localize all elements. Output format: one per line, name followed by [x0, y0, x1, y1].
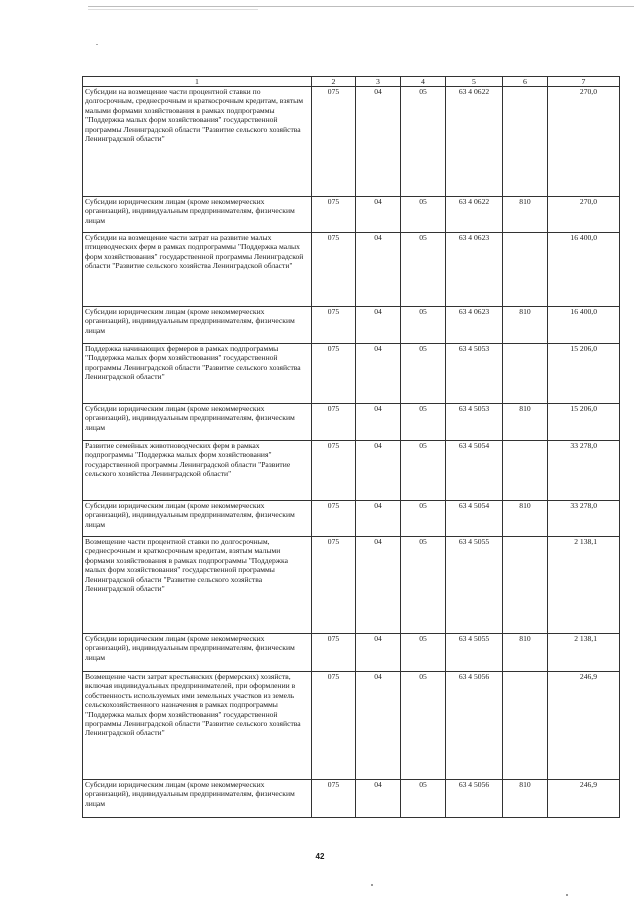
- top-rule: [88, 6, 634, 7]
- row-rz: 04: [356, 307, 401, 344]
- row-vr: 810: [503, 404, 548, 441]
- row-vr: [503, 672, 548, 780]
- row-name: Субсидии юридическим лицам (кроме некоммерческих организаций), индивидуальным предпринимателям, физическим лицам: [83, 634, 312, 672]
- scan-speck: [566, 894, 568, 896]
- row-grbs: 075: [312, 634, 356, 672]
- page-number: 42: [315, 852, 325, 861]
- row-name: Субсидии юридическим лицам (кроме некоммерческих организаций), индивидуальным предпринимателям, физическим лицам: [83, 501, 312, 537]
- row-rz: 04: [356, 537, 401, 634]
- table-row: [83, 344, 620, 404]
- row-rz: 04: [356, 672, 401, 780]
- row-rz: 04: [356, 404, 401, 441]
- row-rz: 04: [356, 634, 401, 672]
- row-csr: 63 4 0623: [446, 233, 503, 307]
- row-sum: 2 138,1: [548, 634, 620, 672]
- budget-table: [82, 76, 620, 818]
- row-pr: 05: [401, 307, 446, 344]
- row-grbs: 075: [312, 404, 356, 441]
- column-header: 4: [401, 77, 446, 87]
- row-pr: 05: [401, 233, 446, 307]
- row-sum: 16 400,0: [548, 307, 620, 344]
- row-vr: 810: [503, 501, 548, 537]
- row-vr: 810: [503, 780, 548, 818]
- row-name: Развитие семейных животноводческих ферм в рамках подпрограммы "Поддержка малых форм хозяйствования" государственной программы Ленинградской области "Развитие сельского хозяйства Ленинградской области": [83, 441, 312, 501]
- row-name: Субсидии юридическим лицам (кроме некоммерческих организаций), индивидуальным предпринимателям, физическим лицам: [83, 307, 312, 344]
- row-csr: 63 4 5053: [446, 404, 503, 441]
- row-csr: 63 4 5056: [446, 780, 503, 818]
- table-row: [83, 634, 620, 672]
- row-name: Субсидии юридическим лицам (кроме некоммерческих организаций), индивидуальным предпринимателям, физическим лицам: [83, 780, 312, 818]
- row-vr: [503, 344, 548, 404]
- table-row: [83, 537, 620, 634]
- table-row: [83, 672, 620, 780]
- row-pr: 05: [401, 441, 446, 501]
- row-name: Возмещение части затрат крестьянских (фермерских) хозяйств, включая индивидуальных предпринимателей, при оформлении в собственность используемых ими земельных участков из земель сельскохозяйственного назначения в рамках подпрограммы "Поддержка малых форм хозяйствования" государственной программы Ленинградской области "Развитие сельского хозяйства Ленинградской области": [83, 672, 312, 780]
- row-sum: 246,9: [548, 780, 620, 818]
- table-header-row: [83, 77, 620, 87]
- column-header: 5: [446, 77, 503, 87]
- scan-speck: [96, 44, 98, 45]
- row-name: Возмещение части процентной ставки по долгосрочным, среднесрочным и краткосрочным кредитам, взятым малыми формами хозяйствования в рамках подпрограммы "Поддержка малых форм хозяйствования" государственной программы Ленинградской области "Развитие сельского хозяйства Ленинградской области": [83, 537, 312, 634]
- row-grbs: 075: [312, 197, 356, 233]
- row-name: Субсидии юридическим лицам (кроме некоммерческих организаций), индивидуальным предпринимателям, физическим лицам: [83, 197, 312, 233]
- row-rz: 04: [356, 441, 401, 501]
- row-grbs: 075: [312, 87, 356, 197]
- row-grbs: 075: [312, 344, 356, 404]
- row-vr: [503, 537, 548, 634]
- row-sum: 270,0: [548, 197, 620, 233]
- row-rz: 04: [356, 233, 401, 307]
- row-pr: 05: [401, 501, 446, 537]
- row-pr: 05: [401, 344, 446, 404]
- row-grbs: 075: [312, 780, 356, 818]
- row-vr: 810: [503, 197, 548, 233]
- row-pr: 05: [401, 87, 446, 197]
- table-row: [83, 404, 620, 441]
- row-sum: 16 400,0: [548, 233, 620, 307]
- row-vr: [503, 87, 548, 197]
- column-header: 3: [356, 77, 401, 87]
- row-vr: [503, 233, 548, 307]
- row-csr: 63 4 0623: [446, 307, 503, 344]
- row-csr: 63 4 5054: [446, 441, 503, 501]
- row-vr: 810: [503, 634, 548, 672]
- column-header: 1: [83, 77, 312, 87]
- row-pr: 05: [401, 780, 446, 818]
- row-pr: 05: [401, 197, 446, 233]
- row-sum: 15 206,0: [548, 404, 620, 441]
- column-header: 2: [312, 77, 356, 87]
- row-grbs: 075: [312, 537, 356, 634]
- row-csr: 63 4 5054: [446, 501, 503, 537]
- row-csr: 63 4 0622: [446, 87, 503, 197]
- row-grbs: 075: [312, 307, 356, 344]
- row-csr: 63 4 5055: [446, 537, 503, 634]
- scan-speck: [371, 884, 373, 886]
- row-name: Субсидии на возмещение части затрат на развитие малых птицеводческих ферм в рамках подпрограммы "Поддержка малых форм хозяйствования" государственной программы Ленинградской области "Развитие сельского хозяйства Ленинградской области": [83, 233, 312, 307]
- row-sum: 2 138,1: [548, 537, 620, 634]
- row-pr: 05: [401, 404, 446, 441]
- row-sum: 15 206,0: [548, 344, 620, 404]
- row-rz: 04: [356, 87, 401, 197]
- row-grbs: 075: [312, 441, 356, 501]
- row-pr: 05: [401, 672, 446, 780]
- row-csr: 63 4 0622: [446, 197, 503, 233]
- row-pr: 05: [401, 537, 446, 634]
- table-row: [83, 780, 620, 818]
- row-grbs: 075: [312, 672, 356, 780]
- row-pr: 05: [401, 634, 446, 672]
- row-vr: [503, 441, 548, 501]
- row-name: Субсидии юридическим лицам (кроме некоммерческих организаций), индивидуальным предпринимателям, физическим лицам: [83, 404, 312, 441]
- column-header: 6: [503, 77, 548, 87]
- row-rz: 04: [356, 501, 401, 537]
- top-rule-short: [88, 9, 258, 10]
- row-sum: 246,9: [548, 672, 620, 780]
- row-name: Поддержка начинающих фермеров в рамках подпрограммы "Поддержка малых форм хозяйствования" государственной программы Ленинградской области "Развитие сельского хозяйства Ленинградской области": [83, 344, 312, 404]
- row-rz: 04: [356, 780, 401, 818]
- row-name: Субсидии на возмещение части процентной ставки по долгосрочным, среднесрочным и краткосрочным кредитам, взятым малыми формами хозяйствования в рамках подпрограммы "Поддержка малых форм хозяйствования" государственной программы Ленинградской области "Развитие сельского хозяйства Ленинградской области": [83, 87, 312, 197]
- row-sum: 270,0: [548, 87, 620, 197]
- row-csr: 63 4 5053: [446, 344, 503, 404]
- row-sum: 33 278,0: [548, 501, 620, 537]
- row-rz: 04: [356, 197, 401, 233]
- row-rz: 04: [356, 344, 401, 404]
- row-vr: 810: [503, 307, 548, 344]
- table-row: [83, 441, 620, 501]
- row-sum: 33 278,0: [548, 441, 620, 501]
- table-row: [83, 87, 620, 197]
- row-grbs: 075: [312, 501, 356, 537]
- row-csr: 63 4 5055: [446, 634, 503, 672]
- table-row: [83, 233, 620, 307]
- table-row: [83, 197, 620, 233]
- table-row: [83, 501, 620, 537]
- table-row: [83, 307, 620, 344]
- row-grbs: 075: [312, 233, 356, 307]
- row-csr: 63 4 5056: [446, 672, 503, 780]
- column-header: 7: [548, 77, 620, 87]
